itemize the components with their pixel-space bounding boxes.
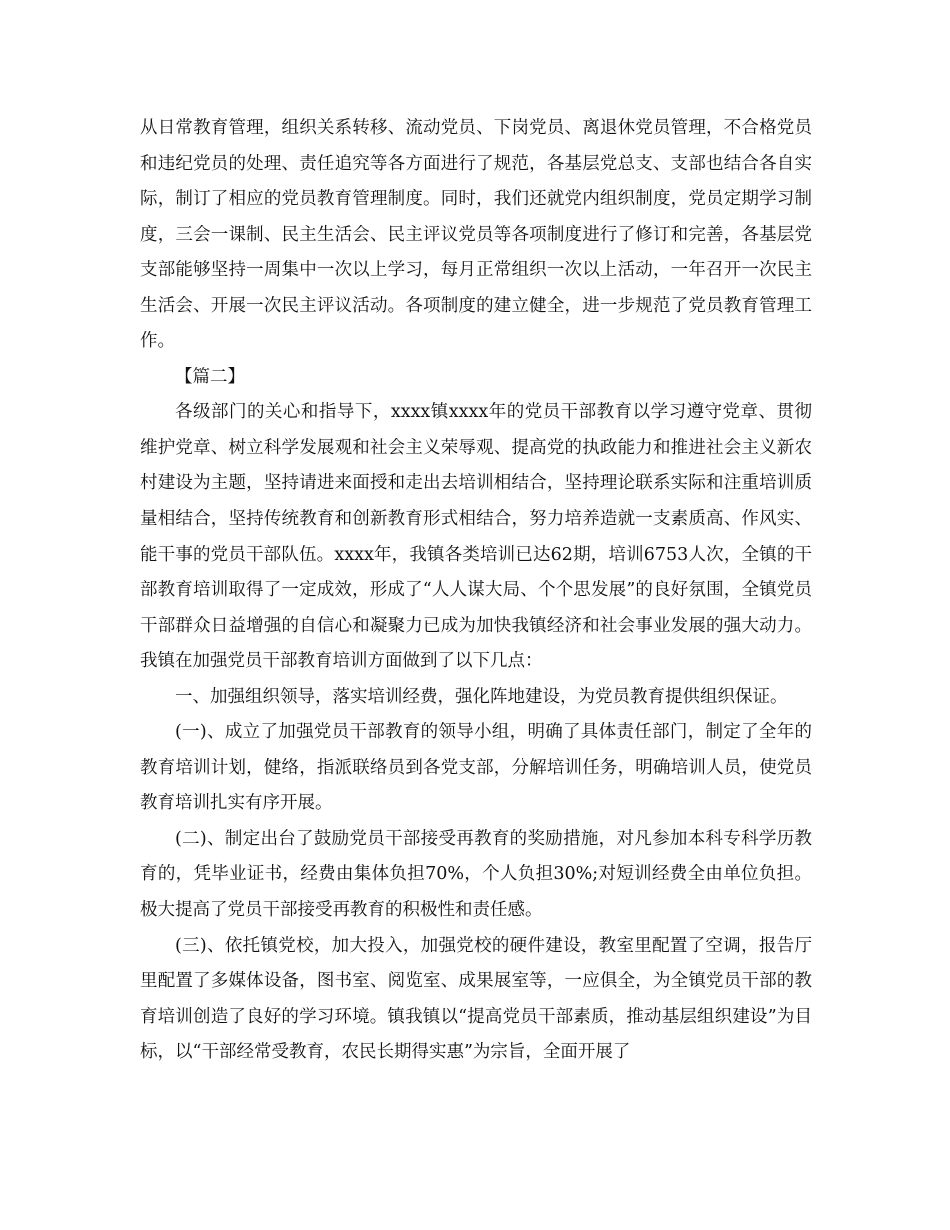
paragraph-intro: 各级部门的关心和指导下，xxxx镇xxxx年的党员干部教育以学习遵守党章、贯彻维护党章、树立科学发展观和社会主义荣辱观、提高党的执政能力和推进社会主义新农村建设为主题，坚持请进来面授和走出去培训相结合，坚持理论联系实际和注重培训质量相结合，坚持传统教育和创新教育形式相结合，努力培养造就一支素质高、作风实、能干事的党员干部队伍。xxxx年，我镇各类培训已达62期，培训6753人次，全镇的干部教育培训取得了一定成效，形成了“人人谋大局、个个思发展”的良好氛围，全镇党员干部群众日益增强的自信心和凝聚力已成为加快我镇经济和社会事业发展的强大动力。我镇在加强党员干部教育培训方面做到了以下几点：	[140, 402, 812, 672]
paragraph-point-1: 一、加强组织领导，落实培训经费，强化阵地建设，为党员教育提供组织保证。	[175, 686, 788, 707]
paragraph-subpoint-3: (三)、依托镇党校，加大投入，加强党校的硬件建设，教室里配置了空调，报告厅里配置了多媒体设备，图书室、阅览室、成果展室等，一应俱全，为全镇党员干部的教育培训创造了良好的学习环境。镇我镇以“提高党员干部素质，推动基层组织建设”为目标，以“干部经常受教育，农民长期得实惠”为宗旨，全面开展了	[140, 935, 812, 1063]
document-body	[140, 111, 812, 1071]
section-heading: 【篇二】	[175, 366, 245, 387]
paragraph-continuation: 从日常教育管理，组织关系转移、流动党员、下岗党员、离退休党员管理，不合格党员和违纪党员的处理、责任追究等各方面进行了规范，各基层党总支、支部也结合各自实际，制订了相应的党员教育管理制度。同时，我们还就党内组织制度，党员定期学习制度，三会一课制、民主生活会、民主评议党员等各项制度进行了修订和完善，各基层党支部能够坚持一周集中一次以上学习，每月正常组织一次以上活动，一年召开一次民主生活会、开展一次民主评议活动。各项制度的建立健全，进一步规范了党员教育管理工作。	[140, 118, 812, 352]
paragraph-subpoint-2: (二)、制定出台了鼓励党员干部接受再教育的奖励措施，对凡参加本科专科学历教育的，凭毕业证书，经费由集体负担70%，个人负担30%;对短训经费全由单位负担。极大提高了党员干部接受再教育的积极性和责任感。	[140, 828, 812, 921]
paragraph-subpoint-1: (一)、成立了加强党员干部教育的领导小组，明确了具体责任部门，制定了全年的教育培训计划，健络，指派联络员到各党支部，分解培训任务，明确培训人员，使党员教育培训扎实有序开展。	[140, 722, 812, 814]
